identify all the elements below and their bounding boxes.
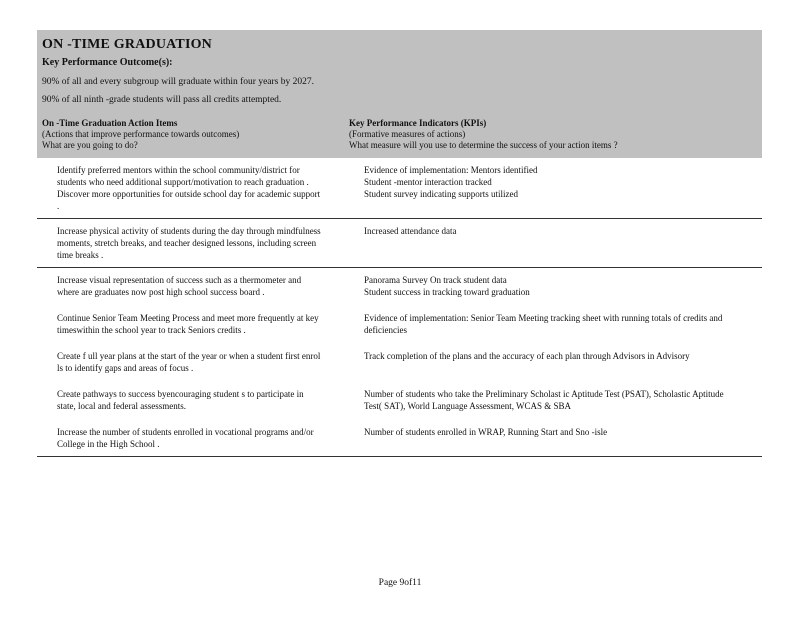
document-page: [37, 30, 762, 457]
list-item: [344, 286, 762, 298]
bullet-icon: [37, 388, 57, 412]
bullet-icon: [344, 388, 364, 412]
table-section: [37, 219, 762, 268]
table-row: [37, 426, 762, 450]
table-row: [37, 225, 762, 261]
action-items-title: On -Time Graduation Action Items: [42, 118, 178, 128]
table-row: [37, 312, 762, 336]
list-item: [344, 312, 762, 336]
page-title: ON -TIME GRADUATION: [42, 37, 212, 52]
kpi-cell: [344, 274, 762, 298]
list-item-text: Discover more opportunities for outside school day for academic support .: [57, 189, 321, 211]
bullet-icon: [37, 188, 57, 212]
action-items-question: What are you going to do?: [42, 140, 138, 150]
action-items-header: [42, 118, 349, 151]
column-headers: [42, 118, 757, 151]
kpi-cell: [344, 312, 762, 336]
list-item-text: Track completion of the plans and the accuracy of each plan through Advisors in Advisory: [364, 351, 690, 361]
list-item: [344, 388, 762, 412]
kpi-cell: [344, 426, 762, 450]
list-item: [37, 188, 344, 212]
list-item-text: Create f ull year plans at the start of the year or when a student first enrol ls to identify gaps and areas of focus .: [57, 351, 321, 373]
action-cell: [37, 274, 344, 298]
list-item: [344, 426, 762, 438]
action-cell: [37, 164, 344, 212]
bullet-icon: [37, 164, 57, 188]
bullet-icon: [344, 225, 364, 237]
bullet-icon: [37, 225, 57, 261]
list-item: [37, 350, 344, 374]
list-item-text: Identify preferred mentors within the school community/district for students who need additional support/motivation to reach graduation .: [57, 165, 309, 187]
kpi-cell: [344, 388, 762, 412]
kpi-subtitle: (Formative measures of actions): [349, 129, 466, 139]
outcome-2: 90% of all ninth -grade students will pass all credits attempted.: [42, 95, 282, 105]
list-item: [37, 426, 344, 450]
table-section: [37, 268, 762, 457]
list-item: [344, 274, 762, 286]
list-item-text: Create pathways to success byencouraging student s to participate in state, local and federal assessments.: [57, 389, 304, 411]
list-item: [37, 164, 344, 188]
list-item-text: Student success in tracking toward graduation: [364, 287, 530, 297]
action-items-subtitle: (Actions that improve performance towards outcomes): [42, 129, 240, 139]
page-number: Page 9of11: [378, 578, 422, 588]
bullet-icon: [344, 164, 364, 176]
bullet-icon: [344, 286, 364, 298]
list-item: [37, 274, 344, 298]
bullet-icon: [344, 312, 364, 336]
action-cell: [37, 388, 344, 412]
list-item: [344, 225, 762, 237]
list-item-text: Increased attendance data: [364, 226, 457, 236]
bullet-icon: [37, 274, 57, 298]
kpi-cell: [344, 164, 762, 212]
bullet-icon: [344, 188, 364, 200]
list-item: [37, 388, 344, 412]
bullet-icon: [344, 350, 364, 362]
bullet-icon: [344, 426, 364, 438]
list-item-text: Number of students who take the Preliminary Scholast ic Aptitude Test (PSAT), Scholastic Aptitude Test( SAT), World Language Assessment, WCAS & SBA: [364, 389, 724, 411]
action-cell: [37, 350, 344, 374]
row-spacer: [37, 336, 762, 350]
bullet-icon: [37, 350, 57, 374]
list-item: [37, 225, 344, 261]
bullet-icon: [37, 312, 57, 336]
list-item-text: Evidence of implementation: Senior Team Meeting tracking sheet with running totals of credits and deficiencies: [364, 313, 723, 335]
kpi-header: [349, 118, 757, 151]
key-performance-label: Key Performance Outcome(s):: [42, 57, 173, 68]
goal-header: [37, 30, 762, 158]
table-section: [37, 158, 762, 219]
list-item: [344, 176, 762, 188]
kpi-title: Key Performance Indicators (KPIs): [349, 118, 487, 128]
list-item-text: Student survey indicating supports utilized: [364, 189, 518, 199]
list-item-text: Increase visual representation of success such as a thermometer and where are graduates now post high school success board .: [57, 275, 302, 297]
row-spacer: [37, 374, 762, 388]
row-spacer: [37, 298, 762, 312]
list-item-text: Increase the number of students enrolled in vocational programs and/or College in the High School .: [57, 427, 314, 449]
bullet-icon: [344, 176, 364, 188]
kpi-question: What measure will you use to determine the success of your action items ?: [349, 140, 618, 150]
list-item: [344, 164, 762, 176]
table-row: [37, 274, 762, 298]
list-item-text: Continue Senior Team Meeting Process and meet more frequently at key timeswithin the school year to track Seniors credits .: [57, 313, 319, 335]
list-item: [344, 350, 762, 362]
action-cell: [37, 225, 344, 261]
row-spacer: [37, 412, 762, 426]
bullet-icon: [37, 426, 57, 450]
table-row: [37, 388, 762, 412]
bullet-icon: [344, 274, 364, 286]
action-cell: [37, 312, 344, 336]
action-table: [37, 158, 762, 457]
list-item: [37, 312, 344, 336]
list-item-text: Student -mentor interaction tracked: [364, 177, 492, 187]
list-item-text: Number of students enrolled in WRAP, Running Start and Sno -isle: [364, 427, 608, 437]
table-row: [37, 164, 762, 212]
action-cell: [37, 426, 344, 450]
kpi-cell: [344, 225, 762, 261]
list-item: [344, 188, 762, 200]
outcome-1: 90% of all and every subgroup will graduate within four years by 2027.: [42, 77, 315, 87]
list-item-text: Increase physical activity of students during the day through mindfulness moments, stretch breaks, and teacher designed lessons, including screen time breaks .: [57, 226, 321, 260]
kpi-cell: [344, 350, 762, 374]
list-item-text: Evidence of implementation: Mentors identified: [364, 165, 538, 175]
table-row: [37, 350, 762, 374]
list-item-text: Panorama Survey On track student data: [364, 275, 507, 285]
